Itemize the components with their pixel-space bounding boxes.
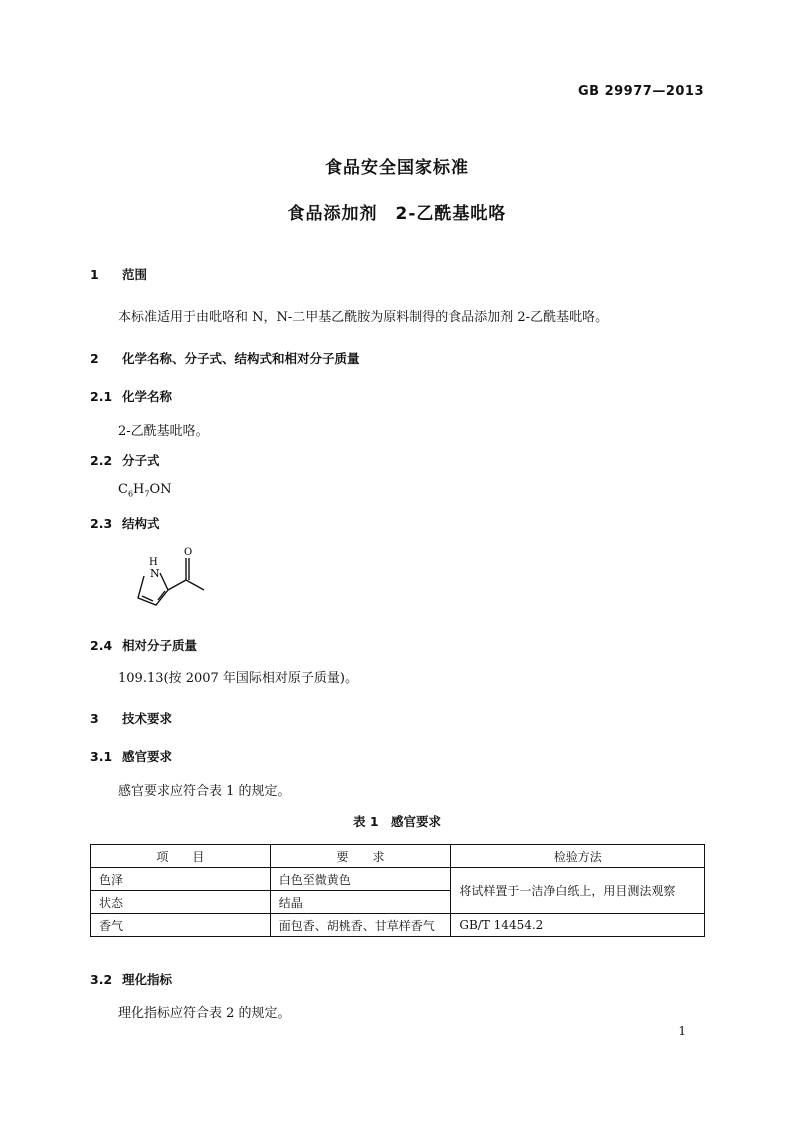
section-1-text: 本标准适用于由吡咯和 N，N-二甲基乙酰胺为原料制得的食品添加剂 2-乙酰基吡咯。	[118, 310, 609, 325]
section-3-2-text: 理化指标应符合表 2 的规定。	[118, 1006, 291, 1021]
page-number: 1	[678, 1024, 686, 1038]
table-cell-method: 将试样置于一洁净白纸上，用目测法观察	[451, 868, 705, 914]
section-title: 感官要求	[122, 749, 173, 764]
section-number: 1	[90, 267, 99, 282]
section-title: 相对分子质量	[122, 638, 198, 653]
table-1-sensory	[90, 844, 705, 937]
column-header: 要 求	[270, 845, 451, 868]
table-row	[91, 868, 705, 891]
table-cell-method: GB/T 14454.2	[451, 914, 705, 937]
section-number: 3	[90, 711, 99, 726]
section-2-3-heading	[90, 514, 160, 532]
table-header-row	[91, 845, 705, 868]
column-header: 项 目	[91, 845, 271, 868]
section-2-heading	[90, 349, 360, 367]
section-3-1-text: 感官要求应符合表 1 的规定。	[118, 784, 291, 799]
section-number: 2	[90, 351, 99, 366]
column-header: 检验方法	[451, 845, 705, 868]
table-cell-item: 香气	[91, 914, 271, 937]
section-title: 分子式	[122, 453, 160, 468]
section-2-2-heading	[90, 451, 160, 469]
atom-o-label: O	[184, 547, 193, 558]
structural-formula-diagram	[128, 542, 218, 612]
section-title: 理化指标	[122, 972, 173, 987]
section-2-1-text: 2-乙酰基吡咯。	[118, 424, 209, 439]
section-number: 3.2	[90, 972, 113, 987]
section-number: 2.1	[90, 389, 113, 404]
atom-n-label: N	[150, 567, 160, 580]
table-row	[91, 914, 705, 937]
section-number: 2.4	[90, 638, 113, 653]
table-1-caption: 表 1 感官要求	[352, 814, 442, 829]
table-cell-item: 色泽	[91, 868, 271, 891]
section-2-4-heading	[90, 636, 197, 654]
section-2-4-text: 109.13(按 2007 年国际相对原子质量)。	[118, 671, 358, 686]
table-cell-requirement: 白色至微黄色	[270, 868, 451, 891]
section-number: 3.1	[90, 749, 113, 764]
section-title: 结构式	[122, 516, 160, 531]
section-title: 技术要求	[122, 711, 173, 726]
section-2-1-heading	[90, 387, 172, 405]
standard-code: GB 29977—2013	[577, 84, 704, 99]
section-number: 2.3	[90, 516, 113, 531]
section-title: 化学名称	[122, 389, 173, 404]
atom-h-label: H	[149, 557, 158, 568]
title-line-1: 食品安全国家标准	[325, 158, 469, 178]
table-cell-requirement: 面包香、胡桃香、甘草样香气	[270, 914, 451, 937]
section-1-heading	[90, 265, 147, 283]
section-title: 范围	[122, 267, 148, 282]
section-number: 2.2	[90, 453, 113, 468]
section-title: 化学名称、分子式、结构式和相对分子质量	[122, 351, 360, 366]
molecular-formula: $C_6H_7ON$	[118, 482, 172, 499]
section-3-1-heading	[90, 747, 172, 765]
section-3-heading	[90, 709, 172, 727]
title-line-2: 食品添加剂 2-乙酰基吡咯	[287, 204, 507, 224]
table-cell-item: 状态	[91, 891, 271, 914]
section-3-2-heading	[90, 970, 172, 988]
table-cell-requirement: 结晶	[270, 891, 451, 914]
